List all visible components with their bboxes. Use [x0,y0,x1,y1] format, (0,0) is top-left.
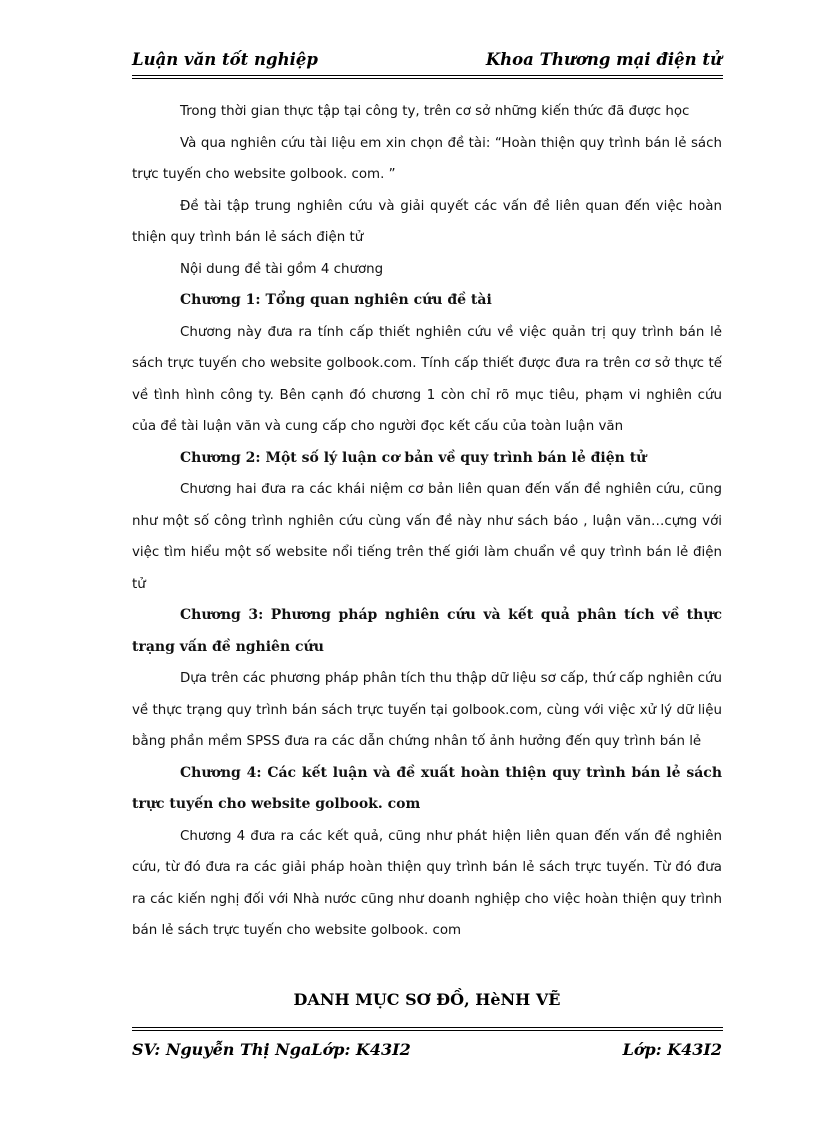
chapter-4-heading: Chương 4: Các kết luận và đề xuất hoàn thiện quy trình bán lẻ sách trực tuyến cho website golbook. com [132,764,722,812]
chapter-4-summary: Chương 4 đưa ra các kết quả, cũng như phát hiện liên quan đến vấn đề nghiên cứu, từ đó đưa ra các giải pháp hoàn thiện quy trình bán lẻ sách trực tuyến. Từ đó đưa ra các kiến nghị đối với Nhà nước cũng như doanh nghiệp cho việc hoàn thiện quy trình bán lẻ sách trực tuyến cho website golbook. com [132,828,722,938]
footer-rule-inner [132,1027,723,1028]
page-header [132,50,722,74]
chapter-3-summary: Dựa trên các phương pháp phân tích thu thập dữ liệu sơ cấp, thứ cấp nghiên cứu về thực trạng quy trình bán sách trực tuyến tại golbook.com, cùng với việc xử lý dữ liệu bằng phần mềm SPSS đưa ra các dẫn chứng nhân tố ảnh hưởng đến quy trình bán lẻ [132,671,722,749]
header-left-title: Luận văn tốt nghiệp [132,50,318,69]
section-title: DANH MỤC SƠ ĐỒ, HèNH VẼ [293,990,561,1009]
header-rule-inner [132,78,723,79]
paragraph: Nội dung đề tài gồm 4 chương [180,261,384,277]
footer-student: SV: Nguyễn Thị NgaLớp: K43I2 [132,1040,411,1059]
chapter-1-summary: Chương này đưa ra tính cấp thiết nghiên cứu về việc quản trị quy trình bán lẻ sách trực tuyến cho website golbook.com. Tính cấp thiết được đưa ra trên cơ sở thực tế về tình hình công ty. Bên cạnh đó chương 1 còn chỉ rõ mục tiêu, phạm vi nghiên cứu của đề tài luận văn và cung cấp cho người đọc kết cấu của toàn luận văn [132,324,722,434]
paragraph: Và qua nghiên cứu tài liệu em xin chọn đề tài: “Hoàn thiện quy trình bán lẻ sách trực tuyến cho website golbook. com. ” [132,135,722,182]
chapter-2-summary: Chương hai đưa ra các khái niệm cơ bản liên quan đến vấn đề nghiên cứu, cũng như một số công trình nghiên cứu cùng vấn đề này như sách báo , luận văn…cựng với việc tìm hiểu một số website nổi tiếng trên thế giới làm chuẩn về quy trình bán lẻ điện tử [132,482,722,592]
page-footer [132,1040,722,1064]
chapter-2-heading: Chương 2: Một số lý luận cơ bản về quy trình bán lẻ điện tử [180,449,647,466]
header-right-title: Khoa Thương mại điện tử [485,50,722,69]
footer-rule [132,1030,723,1031]
paragraph: Trong thời gian thực tập tại công ty, trên cơ sở những kiến thức đã được học [180,104,690,119]
chapter-1-heading: Chương 1: Tổng quan nghiên cứu đề tài [180,292,492,308]
document-body [132,96,722,947]
footer-class: Lớp: K43I2 [622,1040,722,1059]
header-rule [132,75,723,76]
chapter-3-heading: Chương 3: Phương pháp nghiên cứu và kết quả phân tích về thực trạng vấn đề nghiên cứu [132,607,722,655]
paragraph: Đề tài tập trung nghiên cứu và giải quyết các vấn đề liên quan đến việc hoàn thiện quy trình bán lẻ sách điện tử [132,198,722,245]
